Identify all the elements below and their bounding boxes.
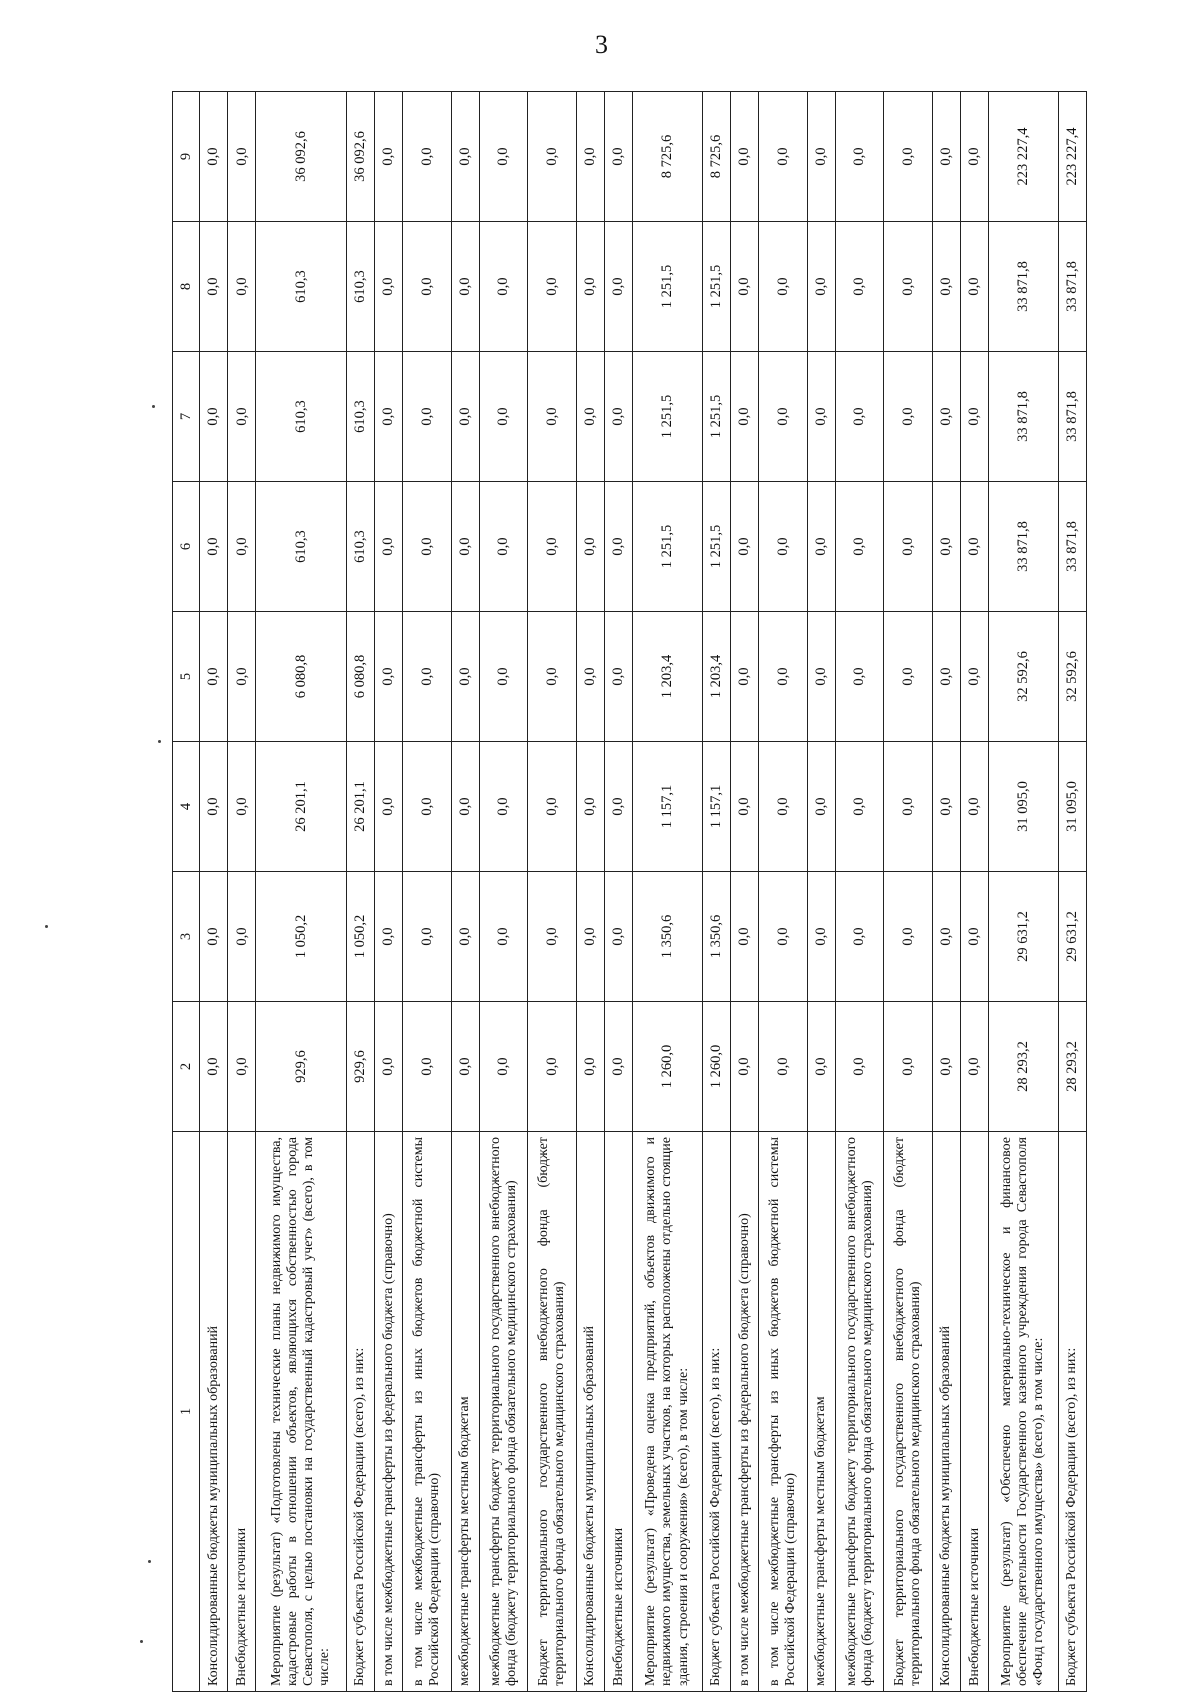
value-cell: 0,0 (835, 92, 883, 222)
scan-speck (45, 925, 48, 928)
value-cell: 0,0 (576, 1002, 604, 1132)
value-cell: 0,0 (576, 482, 604, 612)
value-cell: 0,0 (960, 222, 988, 352)
row-label: Бюджет субъекта Российской Федерации (всего), из них: (1058, 1132, 1086, 1692)
value-cell: 0,0 (960, 1002, 988, 1132)
value-cell: 1 260,0 (633, 1002, 702, 1132)
row-label: Внебюджетные источники (960, 1132, 988, 1692)
value-cell: 0,0 (451, 872, 479, 1002)
value-cell: 0,0 (807, 222, 835, 352)
value-cell: 0,0 (375, 482, 403, 612)
value-cell: 0,0 (479, 1002, 527, 1132)
value-cell: 0,0 (730, 482, 758, 612)
value-cell: 0,0 (730, 1002, 758, 1132)
column-header-4: 4 (173, 742, 200, 872)
value-cell: 1 157,1 (633, 742, 702, 872)
row-label: межбюджетные трансферты бюджету территориального государственного внебюджетного фонда (бюджету территориального фонда обязательного медицинского страхования) (835, 1132, 883, 1692)
column-header-6: 6 (173, 482, 200, 612)
value-cell: 0,0 (479, 222, 527, 352)
value-cell: 0,0 (960, 612, 988, 742)
value-cell: 0,0 (403, 92, 451, 222)
value-cell: 32 592,6 (989, 612, 1058, 742)
value-cell: 1 157,1 (702, 742, 730, 872)
value-cell: 33 871,8 (989, 352, 1058, 482)
row-label: Мероприятие (результат) «Проведена оценка предприятий, объектов движимого и недвижимого имущества, земельных участков, на которых расположены отдельно стоящие здания, строения и сооружения» (всего), в том числе: (633, 1132, 702, 1692)
value-cell: 0,0 (759, 222, 807, 352)
table-row (702, 92, 730, 1692)
value-cell: 36 092,6 (256, 92, 346, 222)
value-cell: 610,3 (346, 352, 374, 482)
value-cell: 0,0 (960, 352, 988, 482)
value-cell: 0,0 (375, 872, 403, 1002)
value-cell: 0,0 (451, 612, 479, 742)
value-cell: 0,0 (375, 612, 403, 742)
table-row (479, 92, 527, 1692)
value-cell: 0,0 (451, 222, 479, 352)
value-cell: 0,0 (576, 612, 604, 742)
value-cell: 0,0 (835, 482, 883, 612)
value-cell: 0,0 (228, 92, 256, 222)
value-cell: 1 251,5 (702, 482, 730, 612)
value-cell: 0,0 (228, 1002, 256, 1132)
table-row (835, 92, 883, 1692)
value-cell: 0,0 (375, 92, 403, 222)
table-row (403, 92, 451, 1692)
value-cell: 1 050,2 (256, 872, 346, 1002)
value-cell: 1 203,4 (702, 612, 730, 742)
value-cell: 0,0 (884, 482, 932, 612)
value-cell: 32 592,6 (1058, 612, 1086, 742)
row-label: в том числе межбюджетные трансферты из иных бюджетов бюджетной системы Российской Федерации (справочно) (403, 1132, 451, 1692)
scan-speck (140, 1640, 143, 1643)
row-label: Бюджет территориального государственного внебюджетного фонда (бюджет территориального фонда обязательного медицинского страхования) (884, 1132, 932, 1692)
value-cell: 0,0 (835, 612, 883, 742)
value-cell: 0,0 (479, 742, 527, 872)
value-cell: 0,0 (479, 482, 527, 612)
value-cell: 0,0 (835, 222, 883, 352)
value-cell: 26 201,1 (256, 742, 346, 872)
value-cell: 0,0 (730, 872, 758, 1002)
value-cell: 0,0 (479, 872, 527, 1002)
row-label: в том числе межбюджетные трансферты из федерального бюджета (справочно) (730, 1132, 758, 1692)
value-cell: 0,0 (403, 222, 451, 352)
value-cell: 0,0 (807, 482, 835, 612)
value-cell: 223 227,4 (1058, 92, 1086, 222)
value-cell: 0,0 (228, 612, 256, 742)
value-cell: 0,0 (403, 872, 451, 1002)
scan-speck (158, 740, 161, 743)
value-cell: 36 092,6 (346, 92, 374, 222)
value-cell: 0,0 (200, 612, 228, 742)
value-cell: 0,0 (576, 222, 604, 352)
column-header-1: 1 (173, 1132, 200, 1692)
value-cell: 6 080,8 (256, 612, 346, 742)
value-cell: 0,0 (730, 222, 758, 352)
value-cell: 0,0 (884, 352, 932, 482)
value-cell: 0,0 (807, 352, 835, 482)
value-cell: 0,0 (932, 482, 960, 612)
value-cell: 0,0 (200, 482, 228, 612)
column-header-5: 5 (173, 612, 200, 742)
value-cell: 610,3 (346, 482, 374, 612)
row-label: Консолидированные бюджеты муниципальных образований (576, 1132, 604, 1692)
row-label: Бюджет субъекта Российской Федерации (всего), из них: (702, 1132, 730, 1692)
value-cell: 0,0 (730, 742, 758, 872)
value-cell: 0,0 (835, 742, 883, 872)
table-row (989, 92, 1058, 1692)
value-cell: 0,0 (403, 612, 451, 742)
value-cell: 223 227,4 (989, 92, 1058, 222)
page-number: 3 (595, 30, 608, 59)
value-cell: 0,0 (759, 352, 807, 482)
value-cell: 0,0 (605, 742, 633, 872)
table-row (759, 92, 807, 1692)
column-header-3: 3 (173, 872, 200, 1002)
value-cell: 0,0 (884, 872, 932, 1002)
value-cell: 0,0 (605, 612, 633, 742)
value-cell: 0,0 (228, 742, 256, 872)
column-header-2: 2 (173, 1002, 200, 1132)
value-cell: 0,0 (528, 742, 576, 872)
value-cell: 0,0 (835, 352, 883, 482)
table-row (960, 92, 988, 1692)
value-cell: 0,0 (375, 352, 403, 482)
table-row (375, 92, 403, 1692)
value-cell: 0,0 (960, 872, 988, 1002)
value-cell: 0,0 (200, 1002, 228, 1132)
value-cell: 8 725,6 (633, 92, 702, 222)
table-row (807, 92, 835, 1692)
value-cell: 610,3 (256, 352, 346, 482)
value-cell: 0,0 (528, 222, 576, 352)
scan-speck (152, 405, 155, 408)
value-cell: 0,0 (730, 612, 758, 742)
value-cell: 0,0 (759, 92, 807, 222)
value-cell: 1 203,4 (633, 612, 702, 742)
value-cell: 33 871,8 (1058, 482, 1086, 612)
value-cell: 0,0 (479, 612, 527, 742)
column-header-7: 7 (173, 352, 200, 482)
value-cell: 0,0 (884, 742, 932, 872)
value-cell: 6 080,8 (346, 612, 374, 742)
value-cell: 0,0 (528, 612, 576, 742)
value-cell: 0,0 (576, 92, 604, 222)
table-row (576, 92, 604, 1692)
value-cell: 0,0 (807, 1002, 835, 1132)
value-cell: 0,0 (605, 1002, 633, 1132)
value-cell: 0,0 (884, 1002, 932, 1132)
value-cell: 0,0 (605, 92, 633, 222)
value-cell: 0,0 (200, 742, 228, 872)
value-cell: 0,0 (884, 92, 932, 222)
table-row (528, 92, 576, 1692)
value-cell: 610,3 (346, 222, 374, 352)
value-cell: 0,0 (451, 92, 479, 222)
table-row (633, 92, 702, 1692)
value-cell: 0,0 (730, 92, 758, 222)
value-cell: 0,0 (807, 612, 835, 742)
row-label: Консолидированные бюджеты муниципальных образований (200, 1132, 228, 1692)
value-cell: 0,0 (932, 612, 960, 742)
table-body (200, 92, 1087, 1692)
value-cell: 0,0 (884, 222, 932, 352)
value-cell: 0,0 (528, 92, 576, 222)
value-cell: 0,0 (884, 612, 932, 742)
value-cell: 1 251,5 (633, 222, 702, 352)
row-label: в том числе межбюджетные трансферты из иных бюджетов бюджетной системы Российской Федерации (справочно) (759, 1132, 807, 1692)
value-cell: 0,0 (605, 352, 633, 482)
value-cell: 0,0 (479, 92, 527, 222)
value-cell: 1 350,6 (702, 872, 730, 1002)
value-cell: 0,0 (807, 92, 835, 222)
value-cell: 0,0 (835, 1002, 883, 1132)
value-cell: 0,0 (932, 1002, 960, 1132)
value-cell: 0,0 (759, 742, 807, 872)
row-label: Бюджет субъекта Российской Федерации (всего), из них: (346, 1132, 374, 1692)
value-cell: 33 871,8 (989, 482, 1058, 612)
table-row (605, 92, 633, 1692)
value-cell: 0,0 (576, 872, 604, 1002)
value-cell: 0,0 (228, 872, 256, 1002)
value-cell: 0,0 (605, 872, 633, 1002)
row-label: межбюджетные трансферты местным бюджетам (451, 1132, 479, 1692)
value-cell: 33 871,8 (1058, 352, 1086, 482)
value-cell: 0,0 (576, 742, 604, 872)
value-cell: 0,0 (835, 872, 883, 1002)
row-label: межбюджетные трансферты местным бюджетам (807, 1132, 835, 1692)
table-header-row (173, 92, 200, 1692)
value-cell: 0,0 (960, 482, 988, 612)
table-row (346, 92, 374, 1692)
value-cell: 0,0 (451, 742, 479, 872)
value-cell: 31 095,0 (989, 742, 1058, 872)
value-cell: 33 871,8 (1058, 222, 1086, 352)
table-row (200, 92, 228, 1692)
value-cell: 0,0 (605, 222, 633, 352)
value-cell: 1 251,5 (633, 352, 702, 482)
value-cell: 0,0 (932, 352, 960, 482)
value-cell: 0,0 (932, 872, 960, 1002)
value-cell: 1 251,5 (702, 222, 730, 352)
value-cell: 29 631,2 (1058, 872, 1086, 1002)
row-label: Внебюджетные источники (228, 1132, 256, 1692)
value-cell: 0,0 (200, 872, 228, 1002)
value-cell: 1 251,5 (702, 352, 730, 482)
value-cell: 0,0 (228, 352, 256, 482)
value-cell: 0,0 (605, 482, 633, 612)
value-cell: 29 631,2 (989, 872, 1058, 1002)
value-cell: 0,0 (228, 482, 256, 612)
value-cell: 0,0 (807, 742, 835, 872)
value-cell: 0,0 (228, 222, 256, 352)
budget-table (172, 91, 1087, 1692)
table-row (932, 92, 960, 1692)
table-row (256, 92, 346, 1692)
value-cell: 26 201,1 (346, 742, 374, 872)
value-cell: 1 050,2 (346, 872, 374, 1002)
value-cell: 0,0 (932, 222, 960, 352)
value-cell: 929,6 (346, 1002, 374, 1132)
table-row (884, 92, 932, 1692)
value-cell: 0,0 (730, 352, 758, 482)
value-cell: 28 293,2 (1058, 1002, 1086, 1132)
value-cell: 0,0 (200, 222, 228, 352)
scan-speck (148, 1560, 151, 1563)
value-cell: 0,0 (528, 1002, 576, 1132)
value-cell: 0,0 (200, 352, 228, 482)
row-label: Бюджет территориального государственного внебюджетного фонда (бюджет территориального фонда обязательного медицинского страхования) (528, 1132, 576, 1692)
value-cell: 929,6 (256, 1002, 346, 1132)
value-cell: 0,0 (479, 352, 527, 482)
value-cell: 28 293,2 (989, 1002, 1058, 1132)
value-cell: 0,0 (375, 222, 403, 352)
value-cell: 0,0 (932, 742, 960, 872)
value-cell: 0,0 (528, 482, 576, 612)
row-label: межбюджетные трансферты бюджету территориального государственного внебюджетного фонда (бюджету территориального фонда обязательного медицинского страхования) (479, 1132, 527, 1692)
value-cell: 0,0 (759, 1002, 807, 1132)
row-label: Консолидированные бюджеты муниципальных образований (932, 1132, 960, 1692)
value-cell: 0,0 (375, 742, 403, 872)
table-row (730, 92, 758, 1692)
value-cell: 0,0 (759, 872, 807, 1002)
value-cell: 0,0 (200, 92, 228, 222)
value-cell: 0,0 (960, 742, 988, 872)
value-cell: 0,0 (403, 482, 451, 612)
value-cell: 0,0 (403, 1002, 451, 1132)
column-header-8: 8 (173, 222, 200, 352)
value-cell: 0,0 (403, 352, 451, 482)
value-cell: 1 350,6 (633, 872, 702, 1002)
rotated-table-container (172, 92, 1087, 1692)
value-cell: 0,0 (759, 612, 807, 742)
table-row (1058, 92, 1086, 1692)
value-cell: 0,0 (576, 352, 604, 482)
row-label: Мероприятие (результат) «Подготовлены технические планы недвижимого имущества, кадастровые работы в отношении объектов, являющихся собственностью города Севастополя, с целью постановки на государственный кадастровый учет» (всего), в том числе: (256, 1132, 346, 1692)
table-row (451, 92, 479, 1692)
row-label: Мероприятие (результат) «Обеспечено материально-техническое и финансовое обеспечение деятельности Государственного казенного учреждения города Севастополя «Фонд государственного имущества» (всего), в том числе: (989, 1132, 1058, 1692)
value-cell: 33 871,8 (989, 222, 1058, 352)
value-cell: 610,3 (256, 222, 346, 352)
value-cell: 1 251,5 (633, 482, 702, 612)
value-cell: 0,0 (451, 352, 479, 482)
value-cell: 0,0 (807, 872, 835, 1002)
value-cell: 0,0 (375, 1002, 403, 1132)
value-cell: 0,0 (960, 92, 988, 222)
column-header-9: 9 (173, 92, 200, 222)
value-cell: 0,0 (759, 482, 807, 612)
value-cell: 0,0 (528, 352, 576, 482)
row-label: в том числе межбюджетные трансферты из федерального бюджета (справочно) (375, 1132, 403, 1692)
value-cell: 0,0 (451, 482, 479, 612)
table-row (228, 92, 256, 1692)
value-cell: 8 725,6 (702, 92, 730, 222)
value-cell: 31 095,0 (1058, 742, 1086, 872)
value-cell: 0,0 (451, 1002, 479, 1132)
row-label: Внебюджетные источники (605, 1132, 633, 1692)
value-cell: 610,3 (256, 482, 346, 612)
value-cell: 1 260,0 (702, 1002, 730, 1132)
value-cell: 0,0 (528, 872, 576, 1002)
value-cell: 0,0 (403, 742, 451, 872)
value-cell: 0,0 (932, 92, 960, 222)
